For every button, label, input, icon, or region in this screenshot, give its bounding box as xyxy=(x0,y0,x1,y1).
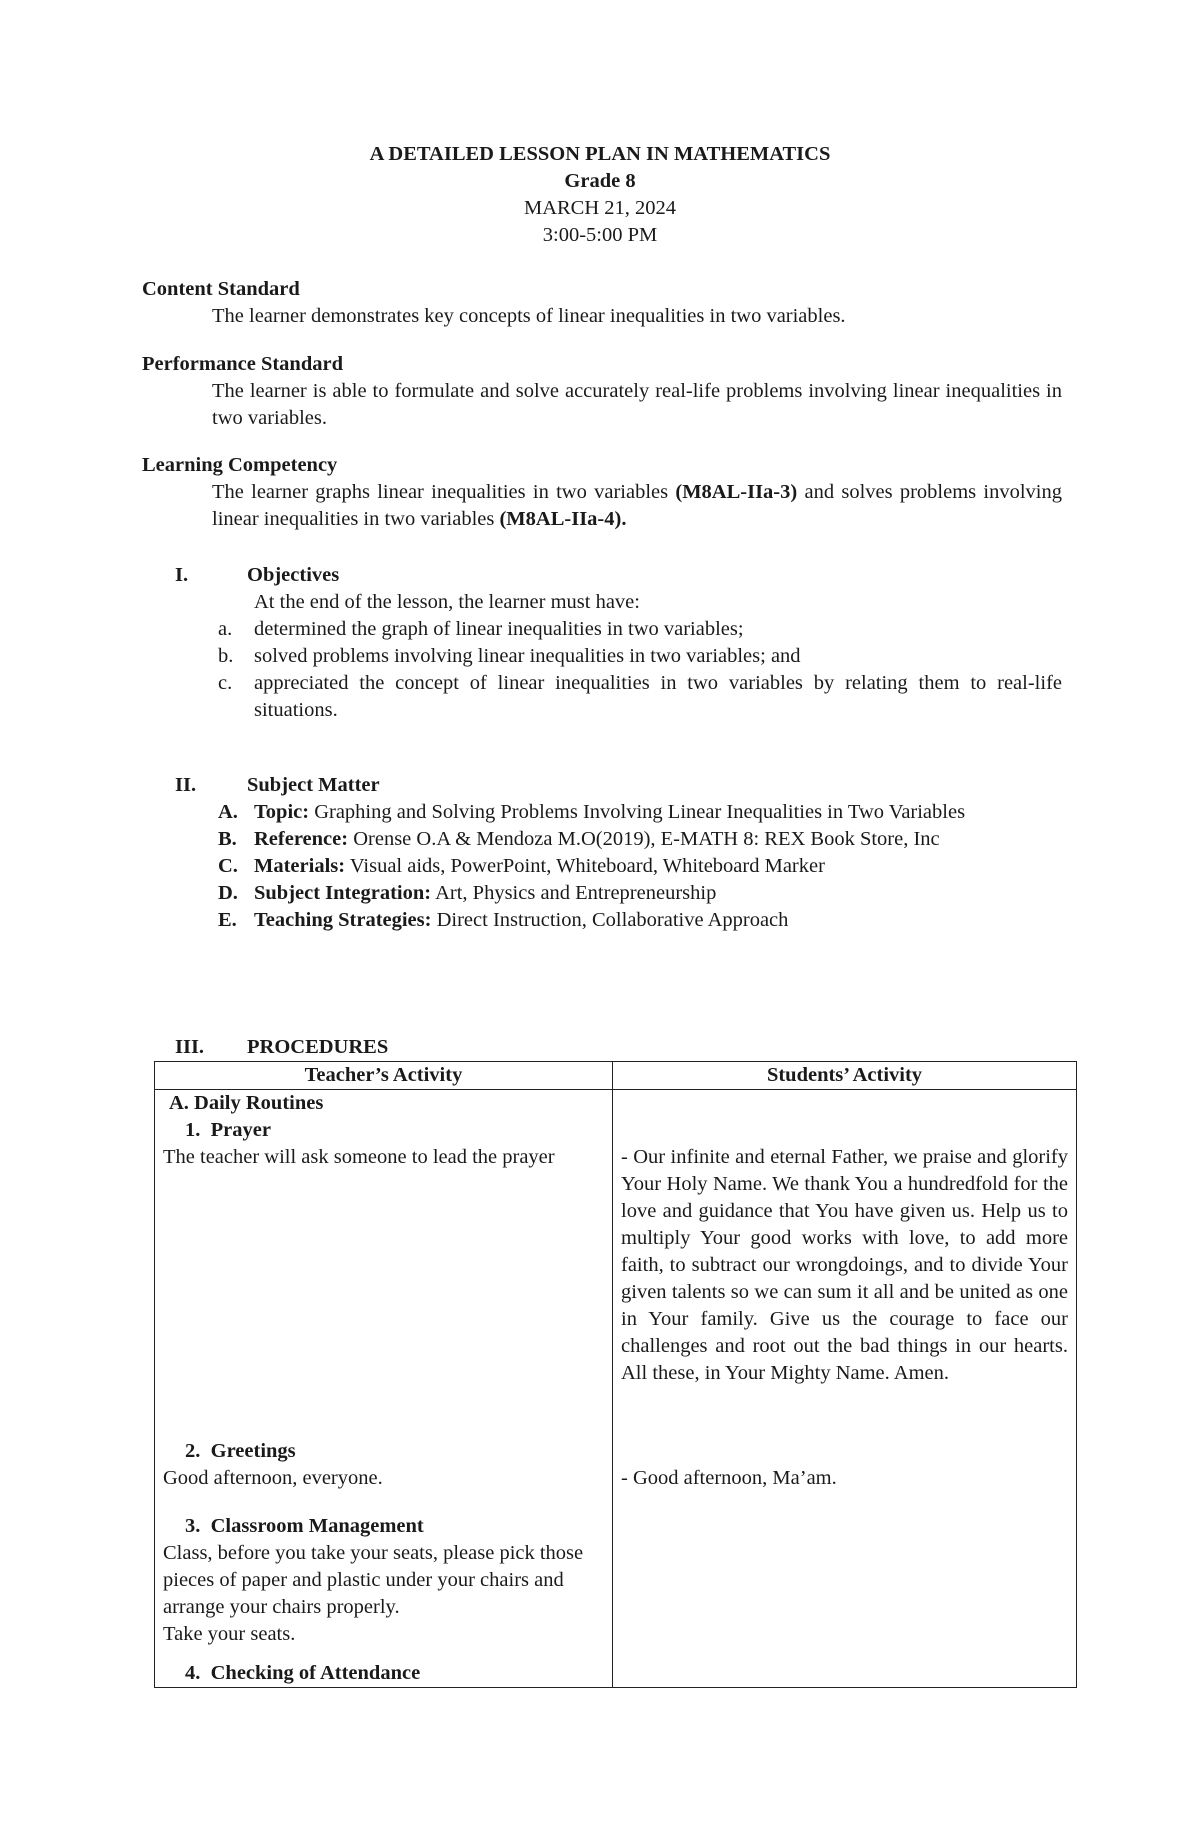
list-item: B. Reference: Orense O.A & Mendoza M.O(2019), E-MATH 8: REX Book Store, Inc xyxy=(218,828,940,850)
section-numeral: I. xyxy=(175,564,189,586)
content-standard-heading: Content Standard xyxy=(142,278,300,300)
greetings-heading: 2. Greetings xyxy=(185,1440,296,1462)
competency-code: (M8AL-IIa-3) xyxy=(675,481,798,503)
content-standard-section xyxy=(142,276,1062,330)
column-header: Teacher’s Activity xyxy=(155,1062,613,1090)
grade-level: Grade 8 xyxy=(564,170,636,192)
daily-routines-heading: A. Daily Routines xyxy=(169,1092,324,1114)
procedures-heading: PROCEDURES xyxy=(247,1036,389,1058)
classroom-management-heading: 3. Classroom Management xyxy=(185,1515,424,1537)
content-standard-text: The learner demonstrates key concepts of linear inequalities in two variables. xyxy=(212,305,846,327)
prayer-heading: 1. Prayer xyxy=(185,1119,271,1141)
learning-competency-heading: Learning Competency xyxy=(142,454,338,476)
lesson-time: 3:00-5:00 PM xyxy=(542,224,658,246)
procedures-table xyxy=(154,1061,1077,1688)
table-header-row xyxy=(155,1062,1077,1090)
list-item: a. determined the graph of linear inequalities in two variables; xyxy=(218,618,744,640)
prayer-response: - Our infinite and eternal Father, we praise and glorify Your Holy Name. We thank You a hundredfold for the love and guidance that You have given us. Help us to multiply Your good works with love, to add more faith, to subtract our wrongdoings, and to divide Your given talents so we can sum it all and be united as one in Your family. Give us the courage to face our challenges and root out the bad things in our hearts. All these, in Your Mighty Name. Amen. xyxy=(621,1146,1068,1384)
section-numeral: II. xyxy=(175,774,197,796)
list-item: b. solved problems involving linear inequalities in two variables; and xyxy=(218,645,801,667)
classroom-management-text: Class, before you take your seats, please pick those pieces of paper and plastic under your chairs and arrange your chairs properly. Take your seats. xyxy=(163,1542,584,1645)
teacher-activity-cell xyxy=(155,1090,613,1688)
document-title: A DETAILED LESSON PLAN IN MATHEMATICS xyxy=(369,143,831,165)
subject-matter-list xyxy=(218,799,1062,934)
objectives-heading: Objectives xyxy=(247,564,340,586)
column-header: Students’ Activity xyxy=(613,1062,1077,1090)
performance-standard-heading: Performance Standard xyxy=(142,353,343,375)
list-item: E. Teaching Strategies: Direct Instruction, Collaborative Approach xyxy=(218,909,789,931)
performance-standard-section xyxy=(142,351,1062,432)
greetings-response: - Good afternoon, Ma’am. xyxy=(621,1467,837,1489)
lesson-date: MARCH 21, 2024 xyxy=(523,197,677,219)
list-item: c. appreciated the concept of linear inequalities in two variables by relating them to real-life situations. xyxy=(218,672,1062,721)
attendance-heading: 4. Checking of Attendance xyxy=(185,1662,421,1684)
document-header xyxy=(0,141,1200,249)
competency-code: (M8AL-IIa-4). xyxy=(499,508,627,530)
subject-matter-heading: Subject Matter xyxy=(247,774,380,796)
performance-standard-text: The learner is able to formulate and solve accurately real-life problems involving linear inequalities in two variables. xyxy=(212,380,1062,429)
table-row xyxy=(155,1090,1077,1688)
section-numeral: III. xyxy=(175,1036,205,1058)
learning-competency-text: The learner graphs linear inequalities in two variables (M8AL-IIa-3) and solves problems involving linear inequalities in two variables (M8AL-IIa-4). xyxy=(212,481,1062,530)
list-item: C. Materials: Visual aids, PowerPoint, Whiteboard, Whiteboard Marker xyxy=(218,855,825,877)
learning-competency-section xyxy=(142,452,1062,533)
greetings-text: Good afternoon, everyone. xyxy=(163,1467,383,1489)
students-activity-cell xyxy=(613,1090,1077,1688)
objectives-list xyxy=(218,589,1062,724)
list-item: A. Topic: Graphing and Solving Problems Involving Linear Inequalities in Two Variables xyxy=(218,801,966,823)
list-item: D. Subject Integration: Art, Physics and Entrepreneurship xyxy=(218,882,717,904)
prayer-instruction: The teacher will ask someone to lead the prayer xyxy=(163,1146,555,1168)
objectives-intro: At the end of the lesson, the learner must have: xyxy=(254,591,640,613)
